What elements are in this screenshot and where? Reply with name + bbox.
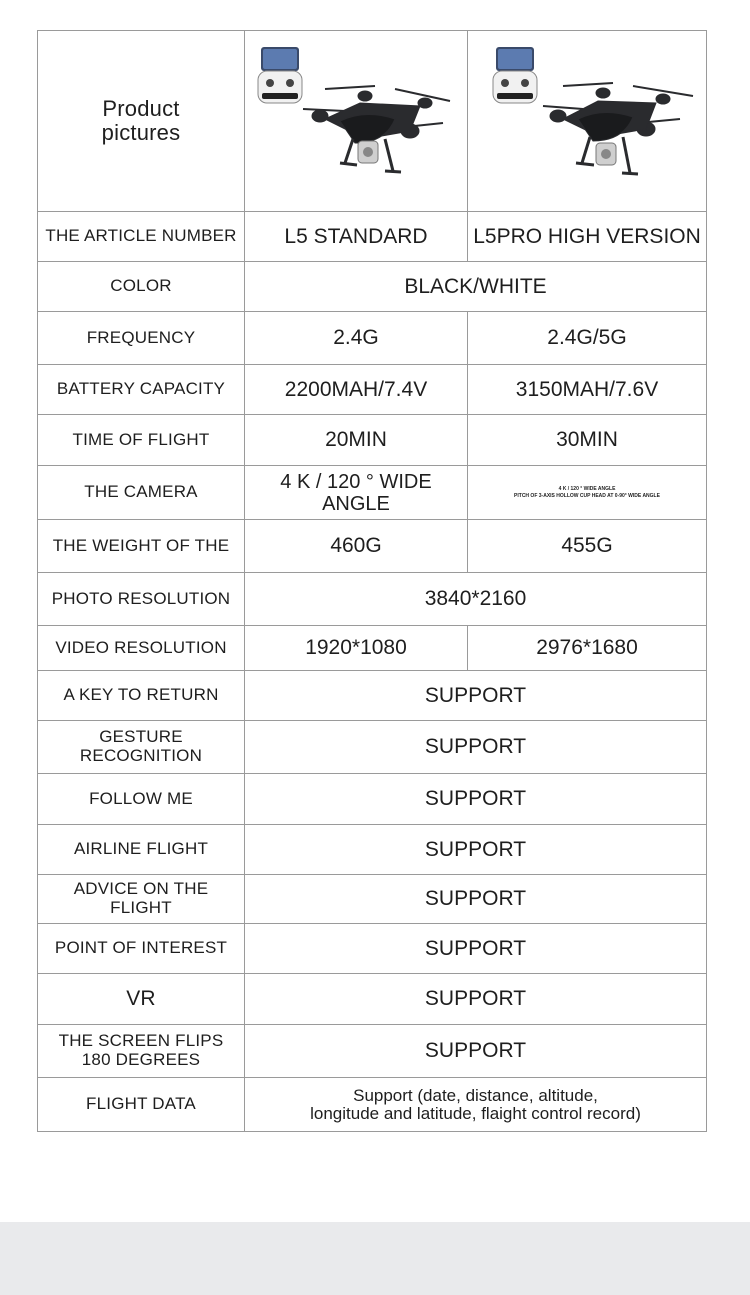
color-row bbox=[38, 262, 707, 312]
frequency-row bbox=[38, 312, 707, 365]
spec-comparison-table bbox=[37, 30, 707, 1132]
poi-row bbox=[38, 924, 707, 974]
battery-row bbox=[38, 365, 707, 415]
photo-resolution-label: PHOTO RESOLUTION bbox=[38, 573, 245, 626]
poi-label: POINT OF INTEREST bbox=[38, 924, 245, 974]
vr-value: SUPPORT bbox=[245, 974, 707, 1025]
frequency-label: FREQUENCY bbox=[38, 312, 245, 365]
flight-data-value: Support (date, distance, altitude, longitude and latitude, flaight control record) bbox=[245, 1078, 707, 1132]
airline-row bbox=[38, 825, 707, 875]
color-label: COLOR bbox=[38, 262, 245, 312]
battery-standard: 2200MAH/7.4V bbox=[245, 365, 468, 415]
poi-value: SUPPORT bbox=[245, 924, 707, 974]
footer-band bbox=[0, 1222, 750, 1295]
product-image-pro bbox=[468, 31, 707, 212]
article-number-pro: L5PRO HIGH VERSION bbox=[468, 212, 707, 262]
frequency-standard: 2.4G bbox=[245, 312, 468, 365]
battery-label: BATTERY CAPACITY bbox=[38, 365, 245, 415]
screen-flip-label: THE SCREEN FLIPS 180 DEGREES bbox=[38, 1025, 245, 1078]
flight-data-label: FLIGHT DATA bbox=[38, 1078, 245, 1132]
drone-standard-icon bbox=[245, 31, 467, 211]
weight-pro: 455G bbox=[468, 520, 707, 573]
flight-time-pro: 30MIN bbox=[468, 415, 707, 466]
frequency-pro: 2.4G/5G bbox=[468, 312, 707, 365]
gesture-value: SUPPORT bbox=[245, 721, 707, 774]
airline-value: SUPPORT bbox=[245, 825, 707, 875]
key-return-value: SUPPORT bbox=[245, 671, 707, 721]
camera-pro-line1: 4 K / 120 ° WIDE ANGLE bbox=[558, 485, 616, 492]
vr-row bbox=[38, 974, 707, 1025]
vr-label: VR bbox=[38, 974, 245, 1025]
flight-data-row bbox=[38, 1078, 707, 1132]
remote-controller-icon bbox=[258, 47, 302, 103]
screen-flip-row bbox=[38, 1025, 707, 1078]
camera-pro-line2: PITCH OF 3-AXIS HOLLOW CUP HEAD AT 0-90° WIDE ANGLE bbox=[514, 492, 660, 499]
product-image-standard bbox=[245, 31, 468, 212]
video-resolution-pro: 2976*1680 bbox=[468, 626, 707, 671]
photo-resolution-row bbox=[38, 573, 707, 626]
camera-standard: 4 K / 120 ° WIDE ANGLE bbox=[245, 466, 468, 520]
weight-standard: 460G bbox=[245, 520, 468, 573]
video-resolution-row bbox=[38, 626, 707, 671]
battery-pro: 3150MAH/7.6V bbox=[468, 365, 707, 415]
airline-label: AIRLINE FLIGHT bbox=[38, 825, 245, 875]
drone-body-icon bbox=[303, 86, 450, 172]
camera-pro bbox=[468, 466, 707, 520]
follow-me-value: SUPPORT bbox=[245, 774, 707, 825]
weight-label: THE WEIGHT OF THE bbox=[38, 520, 245, 573]
product-pictures-label: Product pictures bbox=[38, 31, 245, 212]
article-number-row bbox=[38, 212, 707, 262]
video-resolution-label: VIDEO RESOLUTION bbox=[38, 626, 245, 671]
weight-row bbox=[38, 520, 707, 573]
color-value: BLACK/WHITE bbox=[245, 262, 707, 312]
gesture-row bbox=[38, 721, 707, 774]
product-pictures-row bbox=[38, 31, 707, 212]
video-resolution-standard: 1920*1080 bbox=[245, 626, 468, 671]
advice-row bbox=[38, 875, 707, 924]
advice-label: ADVICE ON THE FLIGHT bbox=[38, 875, 245, 924]
drone-pro-icon bbox=[468, 31, 706, 211]
flight-time-row bbox=[38, 415, 707, 466]
advice-value: SUPPORT bbox=[245, 875, 707, 924]
photo-resolution-value: 3840*2160 bbox=[245, 573, 707, 626]
remote-controller-icon bbox=[493, 47, 537, 103]
screen-flip-value: SUPPORT bbox=[245, 1025, 707, 1078]
gesture-label: GESTURE RECOGNITION bbox=[38, 721, 245, 774]
key-return-row bbox=[38, 671, 707, 721]
article-number-label: THE ARTICLE NUMBER bbox=[38, 212, 245, 262]
camera-row bbox=[38, 466, 707, 520]
flight-time-label: TIME OF FLIGHT bbox=[38, 415, 245, 466]
drone-body-icon bbox=[543, 83, 693, 174]
key-return-label: A KEY TO RETURN bbox=[38, 671, 245, 721]
follow-me-label: FOLLOW ME bbox=[38, 774, 245, 825]
follow-me-row bbox=[38, 774, 707, 825]
camera-label: THE CAMERA bbox=[38, 466, 245, 520]
flight-time-standard: 20MIN bbox=[245, 415, 468, 466]
article-number-standard: L5 STANDARD bbox=[245, 212, 468, 262]
